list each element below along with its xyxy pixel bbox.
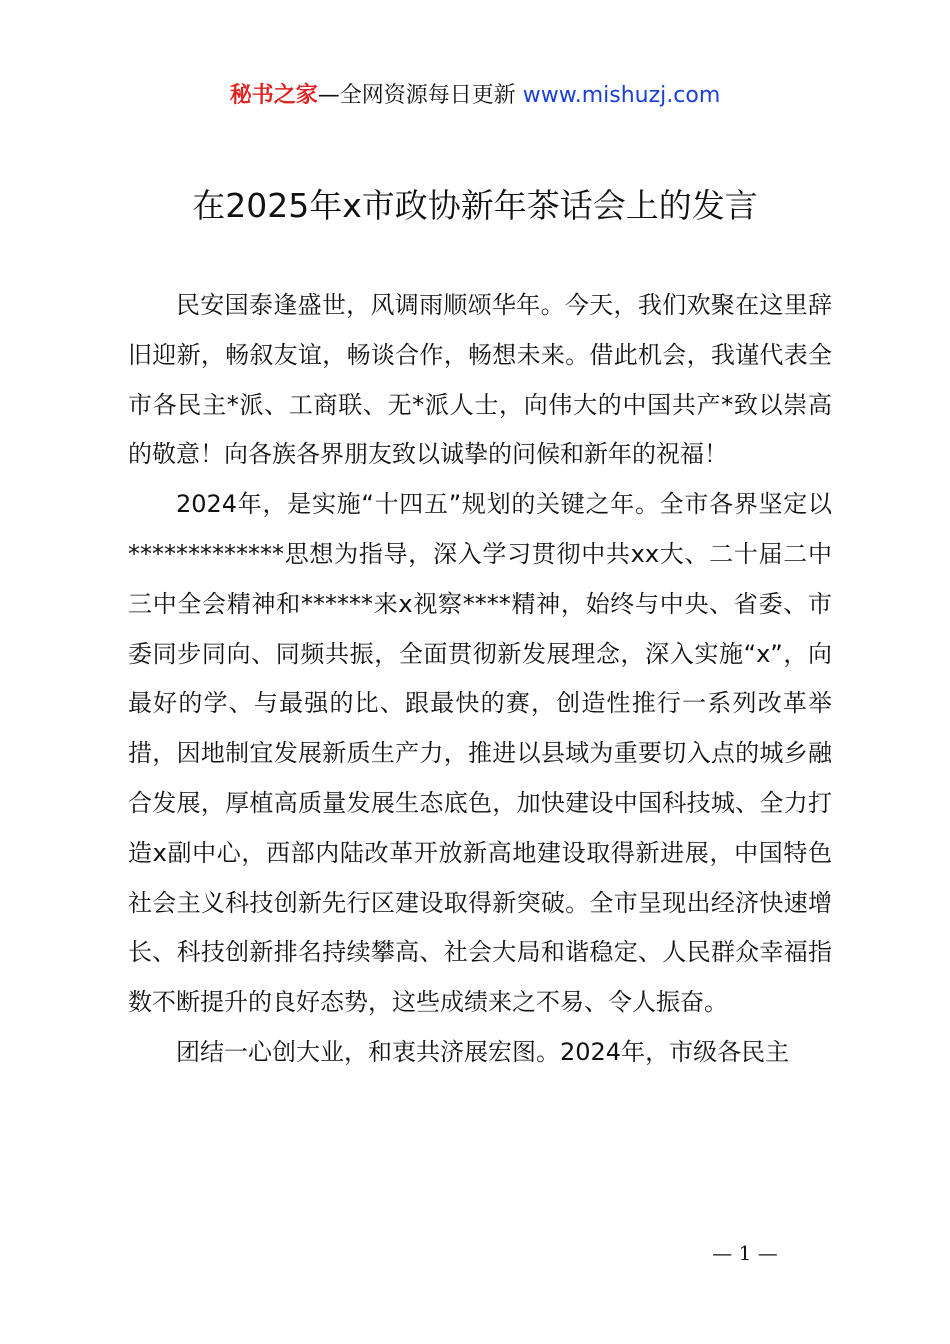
site-slogan: —全网资源每日更新 (317, 83, 523, 108)
paragraph: 团结一心创大业，和衷共济展宏图。2024年，市级各民主 (176, 1037, 790, 1066)
site-header (0, 80, 950, 112)
site-url-link[interactable]: www.mishuzj.com (522, 83, 721, 108)
site-brand: 秘书之家 (229, 83, 318, 108)
page-number: — 1 — (712, 1241, 778, 1265)
paragraph: 2024年，是实施“十四五”规划的关键之年。全市各界坚定以*************思想为指导，深入学习贯彻中共xx大、二十届二中三中全会精神和******来x视察****精神，始终与中央、省委、市委同步同向、同频共振，全面贯彻新发展理念，深入实施“x”，向最好的学、与最强的比、跟最快的赛，创造性推行一系列改革举措，因地制宜发展新质生产力，推进以县域为重要切入点的城乡融合发展，厚植高质量发展生态底色，加快建设中国科技城、全力打造x副中心，西部内陆改革开放新高地建设取得新进展，中国特色社会主义科技创新先行区建设取得新突破。全市呈现出经济快速增长、科技创新排名持续攀高、社会大局和谐稳定、人民群众幸福指数不断提升的良好态势，这些成绩来之不易、令人振奋。 (128, 490, 832, 1017)
document-title: 在2025年x市政协新年茶话会上的发言 (192, 186, 758, 225)
document-body (128, 281, 832, 1078)
paragraph: 民安国泰逢盛世，风调雨顺颂华年。今天，我们欢聚在这里辞旧迎新，畅叙友谊，畅谈合作，畅想未来。借此机会，我谨代表全市各民主*派、工商联、无*派人士，向伟大的中国共产*致以崇高的敬意！向各族各界朋友致以诚挚的问候和新年的祝福！ (128, 291, 832, 469)
